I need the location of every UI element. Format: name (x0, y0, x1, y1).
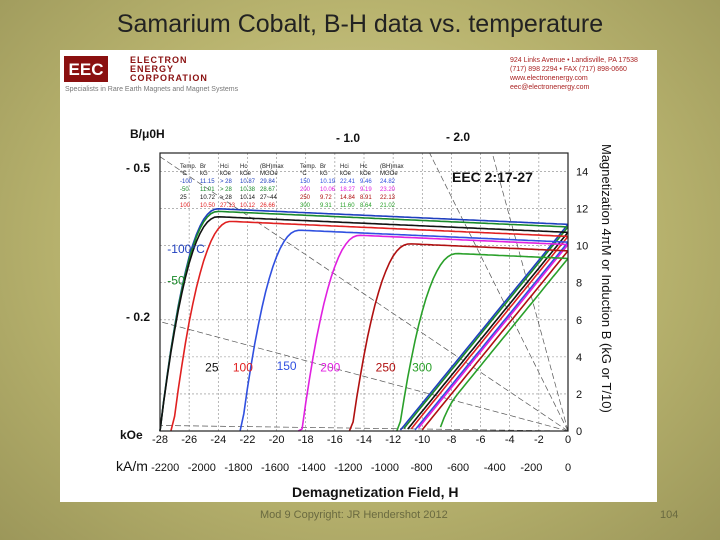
x2-tick-label: -2200 (151, 462, 180, 474)
x2-tick-label: -800 (410, 462, 433, 474)
table-cell: 9.46 (360, 179, 372, 185)
induction-curve (419, 245, 568, 428)
table-cell: 21.02 (380, 203, 396, 209)
chart-figure (60, 50, 657, 502)
table-cell: 100 (180, 203, 191, 209)
table-header: Temp. (180, 164, 197, 170)
x2-tick-label: -1800 (224, 462, 253, 474)
y-tick-label: 2 (576, 388, 583, 401)
permeance-label-0.2: - 0.2 (126, 310, 151, 324)
table-header-unit: °C (300, 171, 307, 177)
x-axis-label: Demagnetization Field, H (292, 484, 459, 500)
address-line: www.electronenergy.com (510, 75, 588, 82)
table-cell: 8.91 (360, 195, 372, 201)
table-cell: > 28 (220, 195, 232, 201)
table-cell: > 28 (220, 179, 232, 185)
table-cell: 10.87 (240, 179, 256, 185)
table-cell: 10.19 (320, 179, 336, 185)
y-tick-label: 12 (576, 203, 589, 216)
table-cell: 9.31 (320, 203, 332, 209)
footer-copyright: Mod 9 Copyright: JR Hendershot 2012 (260, 509, 448, 521)
table-header-unit: kOe (340, 171, 352, 177)
slide-title: Samarium Cobalt, B-H data vs. temperature (116, 10, 604, 38)
table-cell: -100 (180, 179, 193, 185)
table-cell: 150 (300, 179, 311, 185)
y-tick-label: 10 (576, 240, 589, 253)
property-table (180, 164, 404, 209)
table-cell: 200 (300, 187, 311, 193)
company-name-line: CORPORATION (130, 73, 208, 83)
table-cell: > 28 (220, 187, 232, 193)
table-header-unit: MGOe (260, 171, 278, 177)
y-tick-label: 14 (576, 166, 589, 179)
table-header-unit: kOe (240, 171, 252, 177)
x-ticks (152, 434, 571, 446)
x2-tick-label: -1600 (260, 462, 290, 474)
table-header: Hc (240, 164, 248, 170)
x-tick-label: -26 (181, 434, 198, 446)
table-header-unit: kG (200, 171, 208, 177)
table-cell: 27~44 (260, 195, 277, 201)
temp-label: -50 (167, 273, 185, 288)
table-header-unit: kOe (360, 171, 372, 177)
table-header-unit: kG (320, 171, 328, 177)
permeance-label-1.0: - 1.0 (336, 131, 361, 145)
y-tick-label: 8 (576, 277, 583, 290)
temp-label: 250 (375, 360, 396, 375)
table-cell: 22.41 (340, 179, 356, 185)
induction-curve (422, 251, 568, 430)
x-tick-label: -4 (504, 434, 515, 446)
company-name-line: ENERGY (130, 64, 175, 74)
x2-tick-label: -200 (520, 462, 543, 474)
x2-tick-label: -600 (447, 462, 470, 474)
logo-text: EEC (68, 60, 104, 79)
table-cell: -50 (180, 187, 189, 193)
table-header-unit: MGOe (380, 171, 398, 177)
table-cell: 11.01 (200, 187, 215, 193)
table-cell: 23.20 (380, 187, 396, 193)
x-tick-label: -14 (356, 434, 372, 446)
induction-curve (411, 236, 568, 428)
x-tick-label: -22 (239, 434, 256, 446)
x2-ticks (151, 462, 571, 474)
table-cell: 9.72 (320, 195, 332, 201)
y-ticks (576, 167, 588, 438)
table-header: Hci (220, 164, 229, 170)
table-cell: 24.82 (380, 179, 396, 185)
x-tick-label: -6 (475, 434, 486, 446)
table-cell: 11.15 (200, 179, 215, 185)
table-header-unit: kOe (220, 171, 232, 177)
permeance-label-2.0: - 2.0 (446, 130, 471, 144)
x2-unit-label: kA/m (116, 458, 148, 474)
x-tick-label: -24 (210, 434, 227, 446)
y-tick-label: 6 (576, 314, 583, 327)
temp-label: 150 (276, 358, 297, 373)
temp-labels (167, 242, 432, 375)
x-tick-label: -10 (414, 434, 431, 446)
table-cell: 25 (180, 195, 187, 201)
table-header: (BH)max (380, 164, 404, 170)
y-axis-label: Magnetization 4πM or Induction B (kG or T/10) (599, 144, 614, 413)
address-line: eec@electronenergy.com (510, 84, 590, 91)
page-number: 104 (660, 509, 679, 521)
table-header-unit: °C (180, 171, 187, 177)
temp-label: -100°C (167, 242, 205, 257)
table-cell: 250 (300, 195, 311, 201)
table-cell: 22.13 (380, 195, 396, 201)
table-cell: 10.72 (200, 195, 216, 201)
table-cell: 18.27 (340, 187, 356, 193)
induction-curve (408, 232, 568, 429)
permeance-axis-label: B/μ0H (130, 127, 165, 141)
table-header: Hc (360, 164, 368, 170)
x2-tick-label: 0 (564, 462, 572, 474)
temp-label: 100 (232, 360, 253, 375)
table-cell: 10.14 (240, 195, 256, 201)
address-line: 924 Links Avenue • Landisville, PA 17538 (510, 57, 638, 64)
temp-label: 300 (412, 360, 433, 375)
company-tagline: Specialists in Rare Earth Magnets and Magnet Systems (65, 86, 239, 93)
table-cell: 10.38 (240, 187, 256, 193)
chart-title: EEC 2:17-27 (452, 169, 533, 185)
table-cell: 9.19 (360, 187, 372, 193)
table-cell: 300 (300, 203, 311, 209)
table-cell: 14.84 (340, 195, 356, 201)
x2-tick-label: -400 (483, 462, 506, 474)
x-tick-label: -28 (152, 434, 168, 446)
x2-tick-label: -1400 (297, 462, 326, 474)
x-tick-label: -16 (326, 434, 343, 446)
table-cell: 29.84 (260, 179, 276, 185)
table-header: (BH)max (260, 164, 284, 170)
table-header: Br (320, 164, 326, 170)
address-line: (717) 898 2294 • FAX (717) 898-0660 (510, 66, 627, 73)
x-unit-label: kOe (120, 428, 143, 442)
table-cell: 8.64 (360, 203, 372, 209)
table-header: Br (200, 164, 206, 170)
table-cell: 11.60 (340, 203, 355, 209)
table-header: Hci (340, 164, 349, 170)
temp-label: 200 (320, 360, 341, 375)
table-cell: 26.66 (260, 203, 276, 209)
permeance-label-0.5: - 0.5 (126, 161, 151, 175)
table-cell: 10.12 (240, 203, 256, 209)
x2-tick-label: -1200 (334, 462, 363, 474)
company-name-line: ELECTRON (130, 55, 188, 65)
x-tick-label: 0 (564, 434, 572, 446)
y-tick-label: 0 (576, 426, 583, 438)
x-tick-label: -8 (446, 434, 457, 446)
x-tick-label: -20 (268, 434, 285, 446)
x2-tick-label: -2000 (187, 462, 216, 474)
table-header: Temp. (300, 164, 317, 170)
x-tick-label: -18 (297, 434, 314, 446)
table-cell: 28.67 (260, 187, 276, 193)
table-cell: 27.13 (220, 203, 236, 209)
x2-tick-label: -1000 (370, 462, 399, 474)
table-cell: 10.06 (320, 187, 336, 193)
y-tick-label: 4 (576, 351, 583, 364)
temp-label: 25 (205, 360, 219, 375)
x-tick-label: -2 (533, 434, 544, 446)
bh-chart (60, 50, 657, 502)
x-tick-label: -12 (385, 434, 402, 446)
table-cell: 10.50 (200, 203, 216, 209)
